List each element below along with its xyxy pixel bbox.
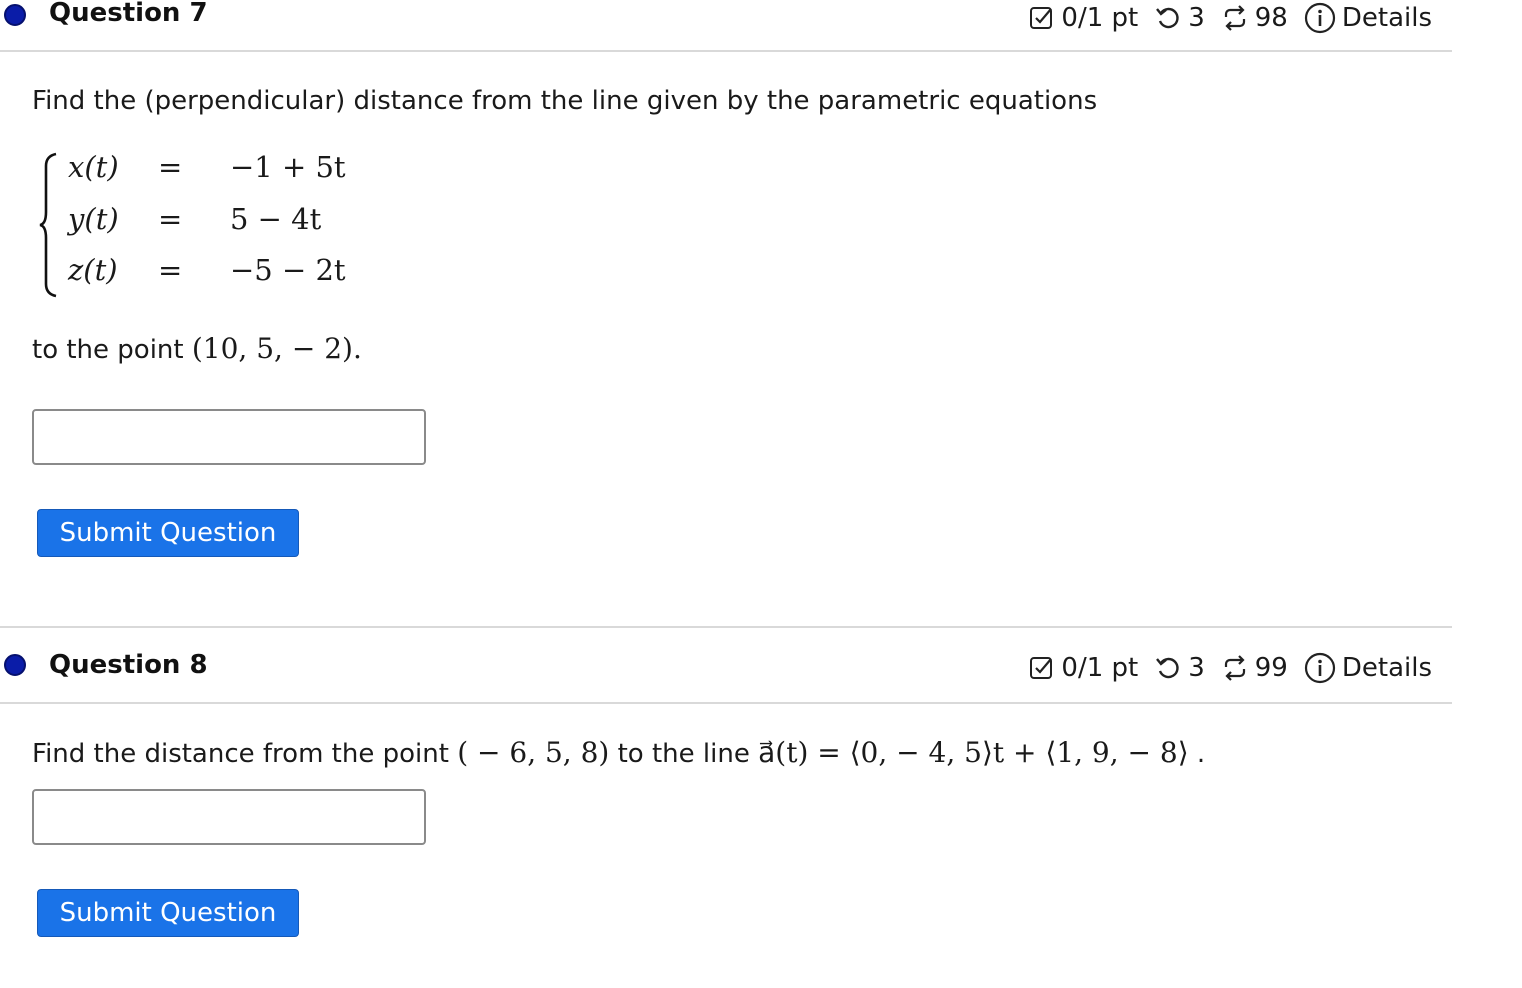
equation-equals: = [158, 202, 183, 236]
question-prompt: Find the (perpendicular) distance from the line given by the parametric equations [32, 86, 1098, 116]
repeat-icon [1221, 4, 1249, 32]
details-link[interactable]: Details [1341, 3, 1432, 33]
question-8-header [0, 640, 1452, 690]
equation-lhs: y(t) [68, 202, 119, 236]
equation-equals: = [158, 150, 183, 184]
info-icon[interactable] [1304, 2, 1336, 34]
prompt-text: to the point [32, 335, 184, 365]
question-meta [1029, 2, 1432, 34]
equation-equals: = [158, 253, 183, 287]
prompt-text: to the line [617, 739, 750, 769]
question-prompt-point [32, 332, 362, 365]
status-dot-icon [4, 654, 26, 676]
equation-lhs: z(t) [68, 253, 118, 287]
point-coordinates: ( − 6, 5, 8) [457, 736, 610, 769]
answer-input[interactable] [32, 409, 426, 465]
status-dot-icon [4, 4, 26, 26]
divider [0, 626, 1452, 628]
divider [0, 702, 1452, 704]
submit-question-button[interactable]: Submit Question [37, 889, 299, 937]
point-coordinates: (10, 5, − 2). [191, 332, 362, 365]
score-text: 0/1 pt [1061, 653, 1139, 683]
equation-rhs: −1 + 5t [230, 150, 346, 184]
equation-rhs: 5 − 4t [230, 202, 322, 236]
score-text: 0/1 pt [1061, 3, 1139, 33]
question-title: Question 8 [49, 650, 208, 680]
checkbox-icon [1029, 5, 1055, 31]
details-link[interactable]: Details [1341, 653, 1432, 683]
info-icon[interactable] [1304, 652, 1336, 684]
undo-icon [1154, 4, 1182, 32]
line-equation: a⃗(t) = ⟨0, − 4, 5⟩t + ⟨1, 9, − 8⟩ [758, 736, 1189, 769]
question-title: Question 7 [49, 0, 208, 28]
prompt-text: Find the distance from the point [32, 739, 449, 769]
attempts-count: 98 [1254, 3, 1288, 33]
left-brace-icon [38, 152, 62, 298]
checkbox-icon [1029, 655, 1055, 681]
prompt-end: . [1196, 739, 1206, 769]
equation-rhs: −5 − 2t [230, 253, 346, 287]
attempts-count: 99 [1254, 653, 1288, 683]
equation-system [38, 150, 378, 300]
undo-icon [1154, 654, 1182, 682]
question-meta [1029, 652, 1432, 684]
question-7-header [0, 0, 1452, 50]
answer-input[interactable] [32, 789, 426, 845]
repeat-icon [1221, 654, 1249, 682]
equation-lhs: x(t) [68, 150, 119, 184]
retries-count: 3 [1188, 653, 1205, 683]
retries-count: 3 [1188, 3, 1205, 33]
submit-question-button[interactable]: Submit Question [37, 509, 299, 557]
question-prompt [32, 736, 1205, 769]
divider [0, 50, 1452, 52]
